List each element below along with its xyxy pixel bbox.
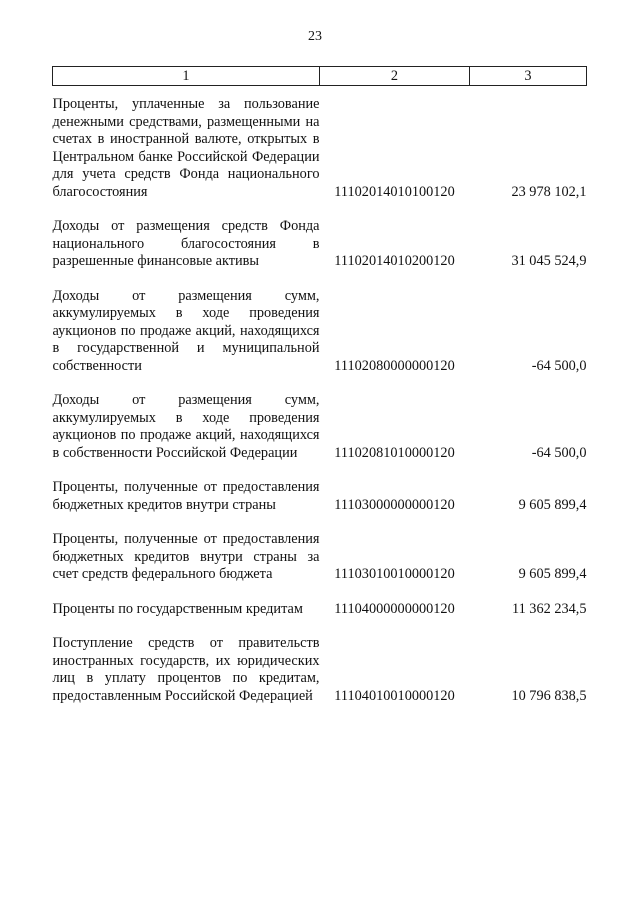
spacer-cell <box>53 86 587 97</box>
row-code: 11102014010100120 <box>334 183 455 200</box>
spacer-cell <box>53 462 587 479</box>
revenue-table <box>52 66 587 705</box>
row-description: Проценты, полученные от предоставления бюджетных кредитов внутри страны за счет средств федерального бюджета <box>52 531 320 582</box>
row-code: 11102080000000120 <box>334 357 455 374</box>
row-description: Доходы от размещения сумм, аккумулируемых в ходе проведения аукционов по продаже акций, находящихся в государственной и муниципальной собственности <box>52 287 320 374</box>
row-description: Проценты, уплаченные за пользование денежными средствами, размещенными на счетах в иностранной валюте, открытых в Центральном банке Российской Федерации для учета средств Фонда национального благосостояния <box>52 96 320 200</box>
spacer-row <box>53 514 587 531</box>
spacer-cell <box>53 584 587 601</box>
spacer-row <box>53 462 587 479</box>
spacer-cell <box>53 514 587 531</box>
row-amount: 10 796 838,5 <box>511 687 587 704</box>
spacer-cell <box>53 271 587 288</box>
table-row <box>53 479 587 514</box>
column-header-1: 1 <box>53 67 320 86</box>
spacer-cell <box>53 375 587 392</box>
column-header-3: 3 <box>470 67 587 86</box>
spacer-cell <box>53 618 587 635</box>
spacer-row <box>53 584 587 601</box>
row-amount: 11 362 234,5 <box>511 600 587 617</box>
spacer-row <box>53 618 587 635</box>
row-code: 11102081010000120 <box>334 444 455 461</box>
spacer-row <box>53 201 587 218</box>
table-row <box>53 288 587 376</box>
row-amount: 31 045 524,9 <box>511 253 587 269</box>
table-header <box>53 67 587 86</box>
row-amount: 23 978 102,1 <box>511 183 587 200</box>
spacer-row <box>53 375 587 392</box>
spacer-row <box>53 86 587 97</box>
table-row <box>53 531 587 584</box>
table-row <box>53 96 587 201</box>
row-code: 11103000000000120 <box>334 496 455 513</box>
row-amount: -64 500,0 <box>531 444 587 461</box>
row-description: Поступление средств от правительств иностранных государств, их юридических лиц в уплату процентов по кредитам, предоставленным Российской Федерацией <box>52 635 320 704</box>
row-amount: 9 605 899,4 <box>518 496 587 513</box>
header-row <box>53 67 587 86</box>
page-number: 23 <box>308 29 322 44</box>
spacer-row <box>53 271 587 288</box>
row-description: Проценты, полученные от предоставления бюджетных кредитов внутри страны <box>52 479 320 513</box>
row-description: Доходы от размещения средств Фонда национального благосостояния в разрешенные финансовые активы <box>52 218 320 269</box>
table-row <box>53 601 587 619</box>
row-code: 11104000000000120 <box>334 600 455 617</box>
row-code: 11102014010200120 <box>334 253 455 269</box>
table-body <box>53 86 587 706</box>
column-header-2: 2 <box>320 67 470 86</box>
row-description: Доходы от размещения сумм, аккумулируемых в ходе проведения аукционов по продаже акций, находящихся в собственности Российской Федерации <box>52 392 320 461</box>
row-amount: 9 605 899,4 <box>518 566 587 582</box>
row-code: 11104010010000120 <box>334 687 455 704</box>
row-description: Проценты по государственным кредитам <box>52 600 303 617</box>
spacer-cell <box>53 201 587 218</box>
row-code: 11103010010000120 <box>334 566 455 582</box>
row-amount: -64 500,0 <box>531 357 587 374</box>
table-row <box>53 635 587 705</box>
table-row <box>53 218 587 271</box>
table-row <box>53 392 587 462</box>
